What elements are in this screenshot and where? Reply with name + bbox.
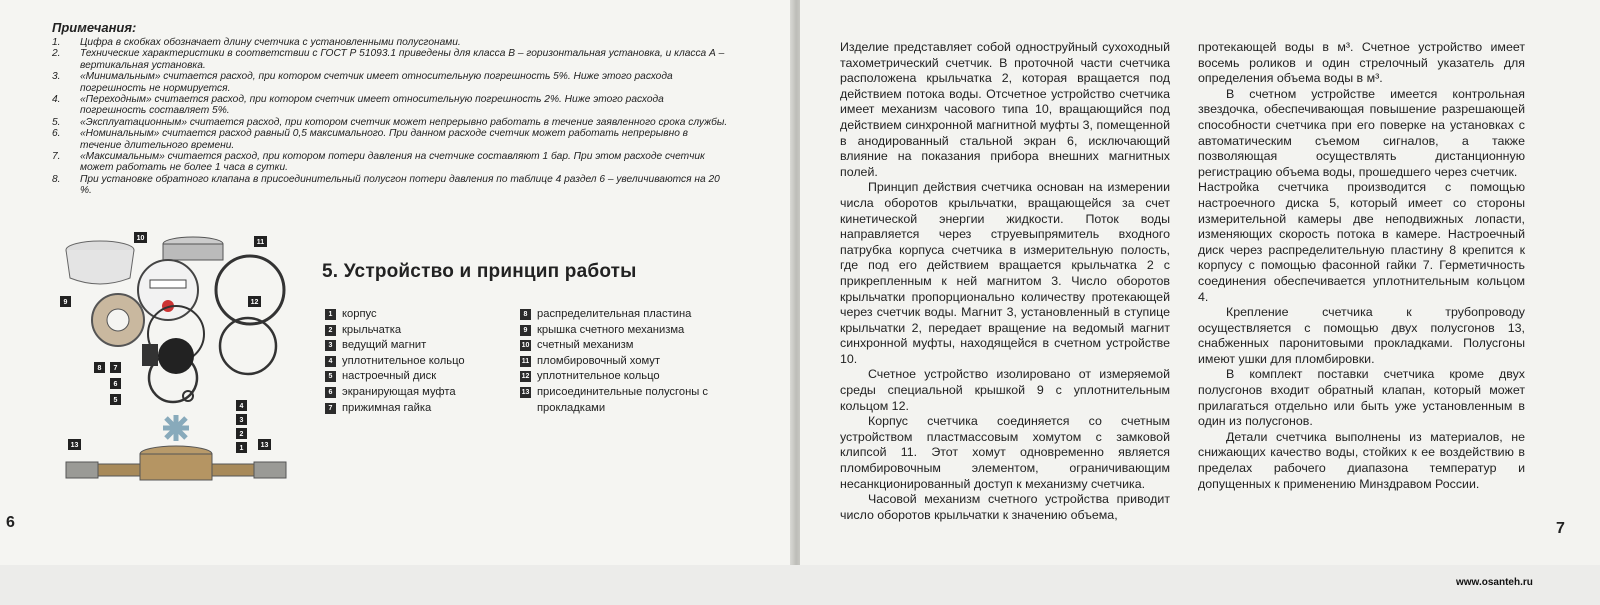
callout-label: 5 (113, 397, 118, 404)
callout-label: 10 (136, 235, 145, 242)
legend-badge: 5 (325, 371, 336, 382)
note-item (52, 151, 732, 174)
legend-item (520, 323, 720, 339)
note-item (52, 94, 732, 117)
legend-item (520, 385, 720, 416)
legend-badge: 7 (325, 403, 336, 414)
legend-item (520, 369, 720, 385)
note-number: 4. (52, 94, 61, 106)
legend-label: уплотнительное кольцо (342, 354, 465, 367)
legend-label: уплотнительное кольцо (537, 370, 660, 383)
legend-label: корпус (342, 308, 377, 320)
note-text: При установке обратного клапана в присоединительный полусгон потери давления по таблице 4 раздел 6 – увеличиваются на 20 %. (80, 173, 720, 197)
legend-label: крышка счетного механизма (537, 323, 685, 336)
paragraph: Корпус счетчика соединяется со счетным устройством пластмассовым хомутом с замковой клипсой 11. Этот хомут одновременно является пломбировочным элементом, ограничивающим несанкционированный доступ к механизму счетчика. (840, 414, 1170, 491)
note-item (52, 174, 732, 197)
legend-badge: 3 (325, 340, 336, 351)
legend-label: экранирующая муфта (342, 385, 456, 398)
legend-badge: 4 (325, 356, 336, 367)
paragraph: Крепление счетчика к трубопроводу осуществляется с помощью двух полусгонов 13, снабженных паронитовыми прокладками. Полусгоны имеют ушки для пломбировки. (1198, 305, 1525, 366)
legend-badge: 9 (520, 325, 531, 336)
legend-item (325, 338, 505, 354)
paragraph: Счетное устройство изолировано от измеряемой среды специальной крышкой 9 с уплотнительным кольцом 12. (840, 367, 1170, 413)
legend-badge: 1 (325, 309, 336, 320)
impeller-illustration (142, 338, 194, 441)
legend-item (325, 369, 505, 385)
paragraph: протекающей воды в м³. Счетное устройство имеет восемь роликов и один стрелочный указатель для определения объема воды в м³. (1198, 40, 1525, 86)
note-item (52, 37, 732, 48)
note-item (52, 117, 732, 128)
meter-cover-illustration (66, 241, 134, 284)
callout-label: 6 (113, 381, 118, 388)
callout-label: 4 (239, 403, 244, 410)
website-watermark: www.osanteh.ru (1456, 577, 1533, 588)
legend-label: крыльчатка (342, 323, 402, 336)
callout-label: 7 (113, 365, 118, 372)
legend-label: ведущий магнит (342, 339, 427, 352)
water-meter-exploded-diagram (58, 228, 298, 496)
legend-label: распределительная пластина (537, 308, 692, 320)
parts-legend-left (325, 307, 505, 416)
legend-item (325, 323, 505, 339)
paragraph: Принцип действия счетчика основан на измерении числа оборотов крыльчатки, вращающейся за счет кинетической энергии жидкости. Поток воды направляется через струевыпрямитель входного патрубка корпуса счетчика в измерительную полость, где под его действием вращается крыльчатка 2 с прикрепленным к ней магнитом 3. Число оборотов крыльчатки пропорционально количеству протекающей через счетчик воды. Магнит 3, установленный в ступице крыльчатки 2, передает вращение на ведомый магнит синхронной муфты, находящейся в счетном устройстве 10. (840, 180, 1170, 366)
legend-label: присоединительные полусгоны с прокладками (537, 385, 709, 414)
legend-badge: 13 (521, 388, 530, 396)
legend-item (520, 338, 720, 354)
note-text: Цифра в скобках обозначает длину счетчика с установленными полусгонами. (80, 37, 461, 48)
scan-bottom-strip (0, 565, 1600, 605)
text-column-2 (1198, 40, 1525, 492)
paragraph: В комплект поставки счетчика кроме двух полусгонов входит обратный клапан, который может прилагаться отдельно или быть уже установленным в один из полусгонов. (1198, 367, 1525, 429)
callout-label: 8 (97, 365, 102, 372)
callout-label: 1 (239, 445, 244, 452)
notes-title: Примечания: (52, 20, 137, 35)
paragraph: В счетном устройстве имеется контрольная звездочка, обеспечивающая повышение разрешающей способности счетчика при его поверке на установках с автоматическим съемом сигналов, а также позволяющая осуществлять дистанционную регистрацию объема воды, прошедшего через счетчик. (1198, 86, 1525, 179)
note-text: «Минимальным» считается расход, при котором счетчик имеет относительную погрешность 5%. Ниже этого расхода погрешность не нормируется. (80, 71, 673, 94)
callout-label: 13 (260, 442, 269, 449)
legend-item (325, 401, 505, 417)
callout-label: 11 (256, 239, 265, 246)
paragraph: Детали счетчика выполнены из материалов, не снижающих качество воды, стойких к ее воздействию в пределах рабочего диапазона температур и допущенных к применению Минздравом России. (1198, 429, 1525, 491)
paragraph: Часовой механизм счетного устройства приводит число оборотов крыльчатки к значению объема, (840, 492, 1170, 522)
legend-item (325, 307, 505, 323)
legend-badge: 6 (325, 387, 336, 398)
legend-label: пломбировочный хомут (537, 354, 661, 367)
paragraph: Настройка счетчика производится с помощью настроечного диска 5, который имеет со стороны измерительной камеры две неподвижных лопасти, изменяющих скорость потока в камере. Настроечный диск через распределительную пластину 8 крепится к корпусу с помощью фасонной гайки 7. Герметичность соединения обеспечивается уплотнительным кольцом 4. (1198, 180, 1525, 304)
legend-item (325, 354, 505, 370)
note-item (52, 48, 732, 71)
parts-legend-right (520, 307, 720, 416)
legend-badge: 10 (521, 342, 530, 350)
callout-label: 13 (70, 442, 79, 449)
legend-label: счетный механизм (537, 339, 634, 352)
note-number: 3. (52, 71, 61, 83)
legend-badge: 12 (521, 373, 530, 381)
page-number-right: 7 (1556, 520, 1565, 537)
note-number: 5. (52, 116, 61, 128)
note-text: «Переходным» считается расход, при котором счетчик имеет относительную погрешность 2%. Ниже этого расхода погрешность составляет 5%. (80, 94, 664, 117)
paragraph: Изделие представляет собой одноструйный сухоходный тахометрический счетчик. В проточной части счетчика расположена крыльчатка 2, которая вращается под действием потока воды. Отсчетное устройство счетчика имеет механизм часового типа 10, вращающийся под действием синхронной магнитной муфты 3, помещенной в анодированный стальной экран 6, исключающий влияние на показания прибора внешних магнитных полей. (840, 40, 1170, 179)
notes-list (52, 37, 732, 197)
left-page (0, 0, 795, 605)
note-number: 6. (52, 128, 61, 140)
note-text: «Максимальным» считается расход, при котором потери давления на счетчике составляют 1 бар. При этом расходе счетчик может работать не более 1 часа в сутки. (80, 151, 705, 174)
callout-label: 9 (63, 299, 68, 306)
callout-label: 12 (250, 299, 259, 306)
note-text: «Эксплуатационным» считается расход, при котором счетчик может непрерывно работать в течение заявленного срока службы. (80, 116, 728, 128)
note-number: 1. (52, 37, 61, 48)
legend-badge: 2 (325, 325, 336, 336)
callout-label: 2 (239, 431, 244, 438)
legend-label: прижимная гайка (342, 401, 432, 414)
meter-body-illustration (66, 446, 286, 480)
legend-badge: 11 (521, 357, 530, 365)
section-title: 5. Устройство и принцип работы (322, 261, 637, 282)
note-item (52, 128, 732, 151)
legend-item (325, 385, 505, 401)
note-text: Технические характеристики в соответствии с ГОСТ Р 51093.1 приведены для класса В – горизонтальная установка, и класса А – вертикальная установка. (80, 48, 725, 71)
legend-badge: 8 (520, 309, 531, 320)
note-number: 8. (52, 173, 61, 185)
note-number: 2. (52, 48, 61, 60)
text-column-1 (840, 40, 1170, 523)
legend-item (520, 307, 720, 323)
note-text: «Номинальным» считается расход равный 0,5 максимального. При данном расходе счетчик может работать непрерывно в течение длительного времени. (80, 128, 689, 151)
page-number-left: 6 (6, 514, 15, 531)
callout-label: 3 (239, 417, 244, 424)
note-number: 7. (52, 151, 61, 163)
legend-item (520, 354, 720, 370)
counter-mechanism-illustration (138, 237, 223, 320)
note-item (52, 71, 732, 94)
legend-label: настроечный диск (342, 370, 437, 383)
